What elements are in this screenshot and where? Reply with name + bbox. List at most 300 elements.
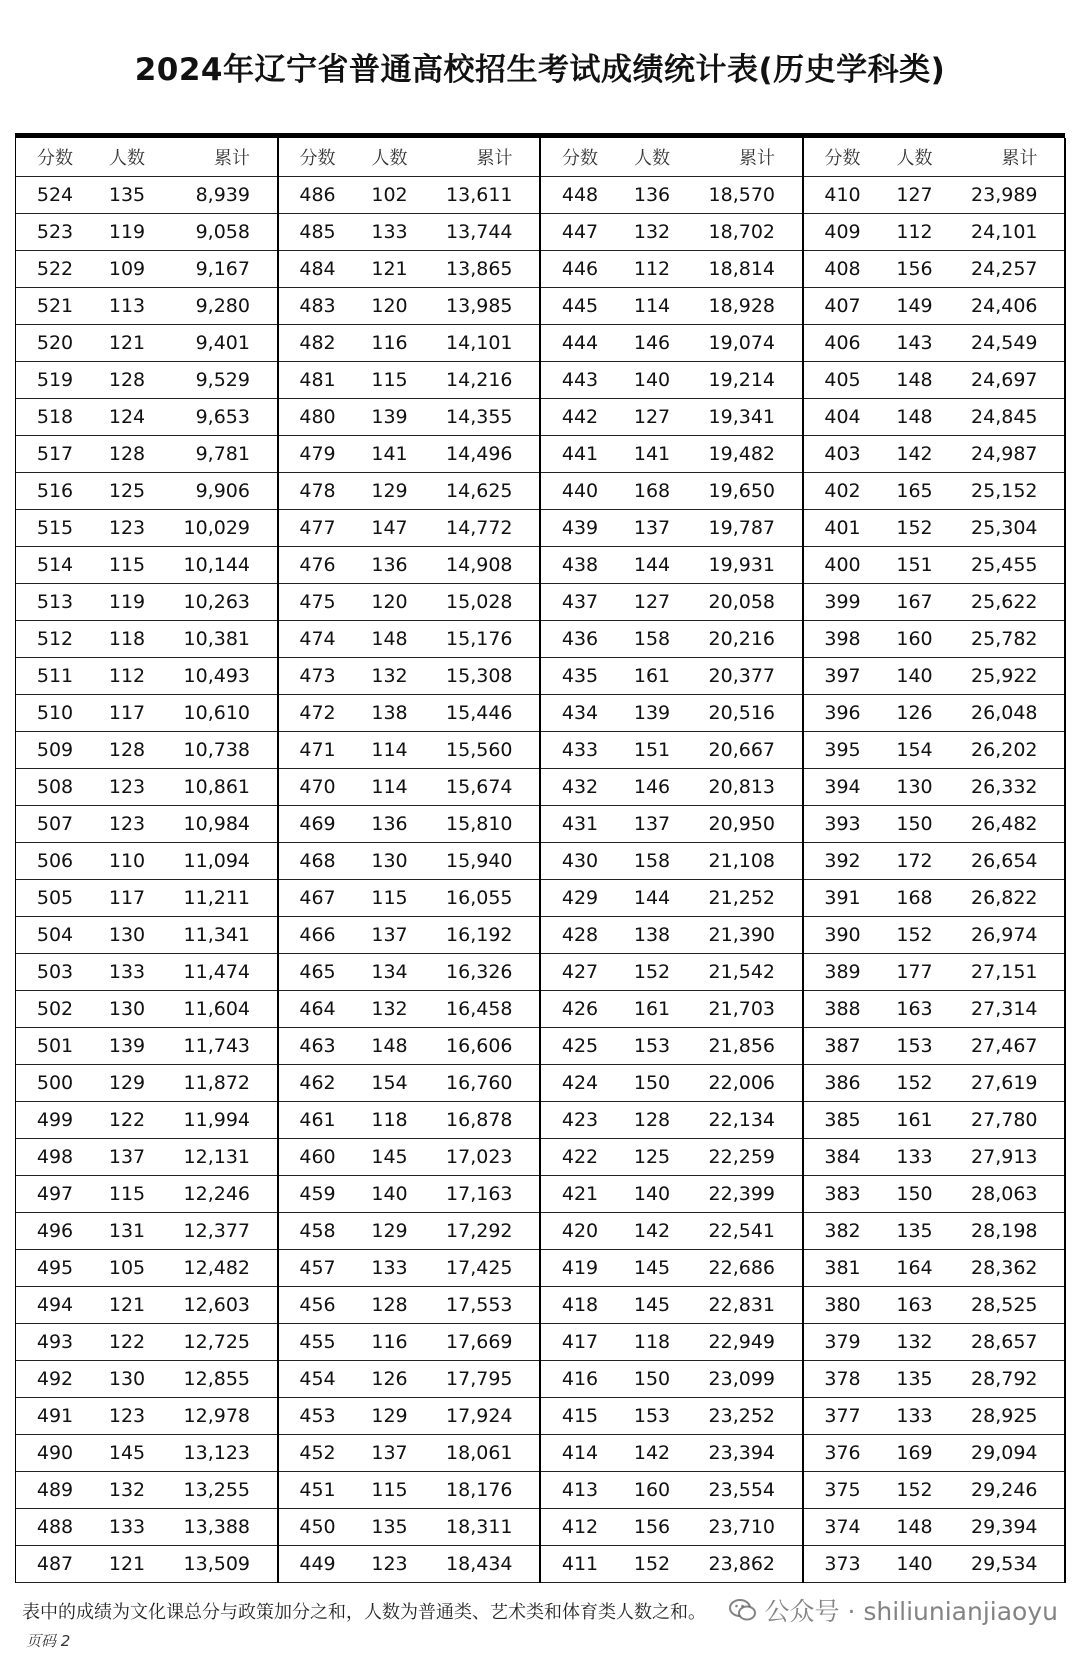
count-cell: 154: [371, 1072, 408, 1094]
table-row: [804, 954, 1065, 991]
cumulative-cell: 12,978: [183, 1405, 250, 1427]
cumulative-cell: 22,259: [708, 1146, 775, 1168]
cumulative-cell: 22,541: [708, 1220, 775, 1242]
score-cell: 510: [36, 702, 74, 724]
score-cell: 512: [36, 628, 74, 650]
cumulative-cell: 16,055: [446, 887, 513, 909]
cumulative-cell: 22,831: [708, 1294, 775, 1316]
cumulative-cell: 9,906: [195, 480, 250, 502]
score-cell: 406: [824, 332, 861, 354]
count-cell: 132: [371, 998, 408, 1020]
table-row: [804, 436, 1065, 473]
cumulative-cell: 28,063: [971, 1183, 1038, 1205]
table-row: [541, 1176, 802, 1213]
cumulative-cell: 11,474: [183, 961, 250, 983]
header-cell: 分数: [824, 148, 861, 169]
cumulative-cell: 17,553: [446, 1294, 513, 1316]
table-row: [279, 362, 540, 399]
score-cell: 433: [561, 739, 599, 761]
table-row: [16, 991, 277, 1028]
table-row: [804, 251, 1065, 288]
header-cell: 人数: [371, 148, 408, 169]
count-cell: 115: [371, 887, 408, 909]
table-header: [804, 138, 1065, 177]
table-row: [16, 843, 277, 880]
score-cell: 394: [824, 776, 861, 798]
table-header: [541, 138, 802, 177]
count-cell: 128: [633, 1109, 671, 1131]
table-row: [541, 1472, 802, 1509]
count-cell: 145: [633, 1257, 671, 1279]
cumulative-cell: 19,482: [708, 443, 775, 465]
count-cell: 149: [896, 295, 933, 317]
count-cell: 168: [896, 887, 933, 909]
table-row: [279, 1361, 540, 1398]
count-cell: 177: [896, 961, 933, 983]
score-cell: 431: [561, 813, 599, 835]
table-row: [16, 1398, 277, 1435]
score-cell: 513: [36, 591, 74, 613]
score-cell: 428: [561, 924, 599, 946]
cumulative-cell: 18,814: [708, 258, 775, 280]
count-cell: 116: [371, 1331, 408, 1353]
table-row: [541, 806, 802, 843]
cumulative-cell: 17,425: [446, 1257, 513, 1279]
table-row: [804, 1250, 1065, 1287]
score-cell: 393: [824, 813, 861, 835]
cumulative-cell: 22,686: [708, 1257, 775, 1279]
score-cell: 430: [561, 850, 599, 872]
count-cell: 123: [108, 517, 146, 539]
cumulative-cell: 20,950: [708, 813, 775, 835]
count-cell: 121: [108, 1294, 146, 1316]
table-row: [541, 1065, 802, 1102]
cumulative-cell: 9,058: [195, 221, 250, 243]
count-cell: 112: [633, 258, 671, 280]
score-cell: 392: [824, 850, 861, 872]
count-cell: 133: [896, 1405, 933, 1427]
cumulative-cell: 23,252: [708, 1405, 775, 1427]
table-row: [279, 991, 540, 1028]
count-cell: 160: [633, 1479, 671, 1501]
score-table: [15, 138, 1066, 1583]
cumulative-cell: 23,554: [708, 1479, 775, 1501]
score-cell: 467: [299, 887, 336, 909]
count-cell: 152: [896, 517, 933, 539]
table-row: [541, 1028, 802, 1065]
score-cell: 522: [36, 258, 74, 280]
score-cell: 400: [824, 554, 861, 576]
score-cell: 420: [561, 1220, 599, 1242]
score-cell: 451: [299, 1479, 336, 1501]
score-cell: 465: [299, 961, 336, 983]
score-cell: 379: [824, 1331, 861, 1353]
cumulative-cell: 17,292: [446, 1220, 513, 1242]
cumulative-cell: 14,908: [446, 554, 513, 576]
score-cell: 475: [299, 591, 336, 613]
table-row: [541, 732, 802, 769]
score-cell: 466: [299, 924, 336, 946]
count-cell: 139: [371, 406, 408, 428]
score-cell: 483: [299, 295, 336, 317]
score-cell: 448: [561, 184, 599, 206]
score-cell: 374: [824, 1516, 861, 1538]
table-column: [541, 138, 804, 1583]
cumulative-cell: 19,341: [708, 406, 775, 428]
count-cell: 126: [896, 702, 933, 724]
table-row: [16, 1472, 277, 1509]
cumulative-cell: 24,549: [971, 332, 1038, 354]
score-cell: 508: [36, 776, 74, 798]
cumulative-cell: 26,482: [971, 813, 1038, 835]
table-row: [541, 954, 802, 991]
count-cell: 132: [108, 1479, 146, 1501]
count-cell: 137: [633, 517, 671, 539]
score-cell: 521: [36, 295, 74, 317]
table-row: [16, 621, 277, 658]
cumulative-cell: 10,861: [183, 776, 250, 798]
table-row: [16, 399, 277, 436]
cumulative-cell: 12,246: [183, 1183, 250, 1205]
cumulative-cell: 13,865: [446, 258, 513, 280]
score-cell: 429: [561, 887, 599, 909]
count-cell: 118: [108, 628, 146, 650]
table-row: [541, 436, 802, 473]
table-row: [541, 658, 802, 695]
cumulative-cell: 29,094: [971, 1442, 1038, 1464]
score-cell: 416: [561, 1368, 599, 1390]
table-row: [279, 806, 540, 843]
cumulative-cell: 10,493: [183, 665, 250, 687]
score-cell: 455: [299, 1331, 336, 1353]
count-cell: 129: [371, 1220, 408, 1242]
cumulative-cell: 10,738: [183, 739, 250, 761]
table-row: [279, 621, 540, 658]
cumulative-cell: 28,792: [971, 1368, 1038, 1390]
cumulative-cell: 25,922: [971, 665, 1038, 687]
count-cell: 130: [108, 924, 146, 946]
header-cell: 人数: [896, 148, 933, 169]
cumulative-cell: 20,377: [708, 665, 775, 687]
count-cell: 148: [371, 1035, 408, 1057]
count-cell: 134: [371, 961, 408, 983]
table-row: [16, 658, 277, 695]
table-row: [16, 732, 277, 769]
header-cell: 累计: [1001, 148, 1038, 169]
count-cell: 127: [633, 591, 671, 613]
table-row: [804, 1065, 1065, 1102]
table-row: [804, 658, 1065, 695]
count-cell: 143: [896, 332, 933, 354]
table-row: [279, 547, 540, 584]
table-row: [804, 1139, 1065, 1176]
cumulative-cell: 14,355: [446, 406, 513, 428]
table-row: [279, 1250, 540, 1287]
cumulative-cell: 25,152: [971, 480, 1038, 502]
table-row: [804, 1028, 1065, 1065]
table-row: [279, 658, 540, 695]
cumulative-cell: 14,216: [446, 369, 513, 391]
table-column: [804, 138, 1067, 1583]
cumulative-cell: 10,610: [183, 702, 250, 724]
count-cell: 133: [896, 1146, 933, 1168]
count-cell: 119: [108, 221, 146, 243]
table-row: [279, 1435, 540, 1472]
cumulative-cell: 14,625: [446, 480, 513, 502]
score-cell: 499: [36, 1109, 74, 1131]
count-cell: 120: [371, 591, 408, 613]
score-cell: 495: [36, 1257, 74, 1279]
count-cell: 129: [108, 1072, 146, 1094]
table-row: [16, 473, 277, 510]
count-cell: 144: [633, 887, 671, 909]
table-row: [279, 1139, 540, 1176]
score-cell: 485: [299, 221, 336, 243]
table-row: [16, 325, 277, 362]
table-row: [541, 917, 802, 954]
cumulative-cell: 13,744: [446, 221, 513, 243]
table-row: [16, 769, 277, 806]
score-cell: 375: [824, 1479, 861, 1501]
cumulative-cell: 27,151: [971, 961, 1038, 983]
count-cell: 158: [633, 628, 671, 650]
table-row: [279, 1398, 540, 1435]
cumulative-cell: 9,280: [195, 295, 250, 317]
cumulative-cell: 18,061: [446, 1442, 513, 1464]
count-cell: 163: [896, 1294, 933, 1316]
cumulative-cell: 17,669: [446, 1331, 513, 1353]
score-cell: 458: [299, 1220, 336, 1242]
cumulative-cell: 11,872: [183, 1072, 250, 1094]
table-row: [541, 1361, 802, 1398]
count-cell: 152: [896, 1072, 933, 1094]
cumulative-cell: 12,482: [183, 1257, 250, 1279]
table-row: [279, 399, 540, 436]
table-row: [804, 473, 1065, 510]
score-cell: 397: [824, 665, 861, 687]
table-row: [541, 473, 802, 510]
table-row: [541, 1213, 802, 1250]
count-cell: 113: [108, 295, 146, 317]
count-cell: 115: [371, 1479, 408, 1501]
score-cell: 418: [561, 1294, 599, 1316]
score-cell: 456: [299, 1294, 336, 1316]
count-cell: 112: [896, 221, 933, 243]
cumulative-cell: 13,611: [446, 184, 513, 206]
score-cell: 413: [561, 1479, 599, 1501]
table-row: [279, 1472, 540, 1509]
score-cell: 498: [36, 1146, 74, 1168]
table-row: [16, 1028, 277, 1065]
score-cell: 482: [299, 332, 336, 354]
cumulative-cell: 10,144: [183, 554, 250, 576]
table-row: [541, 1546, 802, 1583]
table-row: [279, 1176, 540, 1213]
table-row: [279, 917, 540, 954]
score-cell: 501: [36, 1035, 74, 1057]
cumulative-cell: 25,622: [971, 591, 1038, 613]
cumulative-cell: 17,795: [446, 1368, 513, 1390]
score-cell: 396: [824, 702, 861, 724]
count-cell: 138: [633, 924, 671, 946]
count-cell: 142: [896, 443, 933, 465]
cumulative-cell: 21,390: [708, 924, 775, 946]
count-cell: 133: [371, 1257, 408, 1279]
score-cell: 468: [299, 850, 336, 872]
table-row: [541, 584, 802, 621]
table-row: [279, 584, 540, 621]
score-cell: 496: [36, 1220, 74, 1242]
score-cell: 492: [36, 1368, 74, 1390]
cumulative-cell: 27,913: [971, 1146, 1038, 1168]
score-cell: 405: [824, 369, 861, 391]
table-row: [541, 510, 802, 547]
score-cell: 484: [299, 258, 336, 280]
count-cell: 152: [896, 1479, 933, 1501]
score-cell: 506: [36, 850, 74, 872]
table-row: [804, 1213, 1065, 1250]
cumulative-cell: 25,782: [971, 628, 1038, 650]
count-cell: 137: [108, 1146, 146, 1168]
count-cell: 145: [108, 1442, 146, 1464]
table-row: [541, 251, 802, 288]
cumulative-cell: 17,163: [446, 1183, 513, 1205]
cumulative-cell: 23,862: [708, 1553, 775, 1575]
table-row: [541, 214, 802, 251]
cumulative-cell: 10,263: [183, 591, 250, 613]
table-row: [279, 214, 540, 251]
count-cell: 161: [633, 665, 671, 687]
table-row: [16, 1361, 277, 1398]
score-cell: 507: [36, 813, 74, 835]
cumulative-cell: 15,446: [446, 702, 513, 724]
count-cell: 165: [896, 480, 933, 502]
count-cell: 132: [371, 665, 408, 687]
count-cell: 153: [633, 1405, 671, 1427]
header-cell: 人数: [634, 148, 670, 169]
cumulative-cell: 16,878: [446, 1109, 513, 1131]
count-cell: 115: [108, 1183, 146, 1205]
score-cell: 460: [299, 1146, 336, 1168]
watermark: [729, 1592, 1059, 1628]
table-row: [541, 288, 802, 325]
score-cell: 435: [561, 665, 599, 687]
table-row: [279, 954, 540, 991]
table-row: [541, 1398, 802, 1435]
score-cell: 442: [561, 406, 599, 428]
count-cell: 151: [896, 554, 933, 576]
score-cell: 399: [824, 591, 861, 613]
score-cell: 389: [824, 961, 861, 983]
cumulative-cell: 26,048: [971, 702, 1038, 724]
score-cell: 479: [299, 443, 336, 465]
table-row: [804, 399, 1065, 436]
count-cell: 123: [108, 813, 146, 835]
cumulative-cell: 26,332: [971, 776, 1038, 798]
count-cell: 133: [108, 1516, 146, 1538]
header-cell: 分数: [562, 148, 598, 169]
table-row: [279, 1065, 540, 1102]
count-cell: 112: [108, 665, 146, 687]
table-row: [16, 917, 277, 954]
score-cell: 387: [824, 1035, 861, 1057]
table-row: [804, 1361, 1065, 1398]
count-cell: 120: [371, 295, 408, 317]
cumulative-cell: 21,703: [708, 998, 775, 1020]
score-cell: 380: [824, 1294, 861, 1316]
score-cell: 488: [36, 1516, 74, 1538]
count-cell: 140: [896, 665, 933, 687]
table-row: [541, 1102, 802, 1139]
count-cell: 132: [896, 1331, 933, 1353]
count-cell: 163: [896, 998, 933, 1020]
score-cell: 477: [299, 517, 336, 539]
count-cell: 158: [633, 850, 671, 872]
score-cell: 407: [824, 295, 861, 317]
score-cell: 519: [36, 369, 74, 391]
count-cell: 123: [108, 1405, 146, 1427]
score-cell: 493: [36, 1331, 74, 1353]
cumulative-cell: 17,023: [446, 1146, 513, 1168]
count-cell: 123: [371, 1553, 408, 1575]
count-cell: 130: [371, 850, 408, 872]
score-cell: 524: [36, 184, 74, 206]
count-cell: 125: [633, 1146, 671, 1168]
cumulative-cell: 27,619: [971, 1072, 1038, 1094]
table-row: [804, 1324, 1065, 1361]
score-cell: 503: [36, 961, 74, 983]
score-cell: 384: [824, 1146, 861, 1168]
cumulative-cell: 12,603: [183, 1294, 250, 1316]
score-cell: 450: [299, 1516, 336, 1538]
score-cell: 410: [824, 184, 861, 206]
cumulative-cell: 10,381: [183, 628, 250, 650]
score-cell: 438: [561, 554, 599, 576]
score-cell: 427: [561, 961, 599, 983]
score-cell: 481: [299, 369, 336, 391]
score-cell: 490: [36, 1442, 74, 1464]
score-cell: 378: [824, 1368, 861, 1390]
cumulative-cell: 26,654: [971, 850, 1038, 872]
table-row: [541, 695, 802, 732]
cumulative-cell: 22,134: [708, 1109, 775, 1131]
cumulative-cell: 11,211: [183, 887, 250, 909]
score-cell: 398: [824, 628, 861, 650]
table-row: [279, 436, 540, 473]
table-row: [541, 1250, 802, 1287]
score-cell: 480: [299, 406, 336, 428]
score-cell: 461: [299, 1109, 336, 1131]
score-cell: 377: [824, 1405, 861, 1427]
table-row: [16, 251, 277, 288]
score-cell: 462: [299, 1072, 336, 1094]
cumulative-cell: 29,246: [971, 1479, 1038, 1501]
cumulative-cell: 28,925: [971, 1405, 1038, 1427]
cumulative-cell: 12,725: [183, 1331, 250, 1353]
header-cell: 累计: [476, 148, 513, 169]
cumulative-cell: 14,772: [446, 517, 513, 539]
score-cell: 425: [561, 1035, 599, 1057]
wechat-icon: [729, 1598, 757, 1622]
count-cell: 119: [108, 591, 146, 613]
count-cell: 152: [896, 924, 933, 946]
cumulative-cell: 18,570: [708, 184, 775, 206]
table-row: [804, 177, 1065, 214]
score-cell: 518: [36, 406, 74, 428]
count-cell: 114: [371, 739, 408, 761]
table-header: [279, 138, 540, 177]
table-row: [541, 621, 802, 658]
